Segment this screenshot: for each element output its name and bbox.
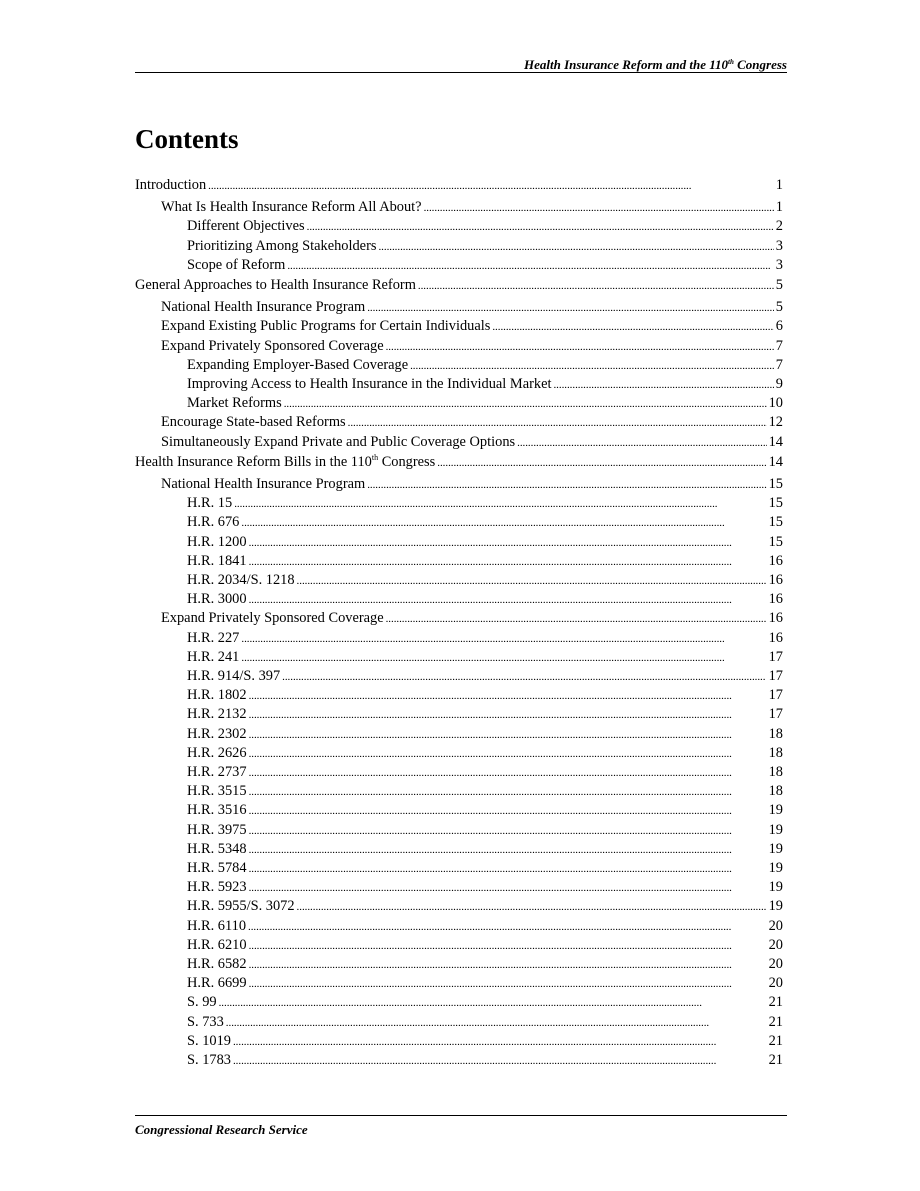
toc-entry-title: Prioritizing Among Stakeholders [187, 237, 377, 254]
toc-entry[interactable] [187, 513, 783, 532]
toc-entry-label [187, 725, 247, 744]
toc-page-number: 19 [768, 840, 783, 857]
dot-leader [249, 801, 767, 821]
toc-page-number: 21 [768, 1013, 783, 1030]
toc-page-number: 15 [768, 495, 783, 512]
toc-entry[interactable] [187, 744, 783, 763]
toc-page-number: 7 [775, 356, 783, 373]
dot-leader [249, 705, 767, 725]
toc-entry[interactable] [187, 840, 783, 859]
toc-entry-title: What Is Health Insurance Reform All About? [161, 199, 422, 216]
toc-page-number: 19 [768, 821, 783, 838]
toc-entry[interactable] [187, 629, 783, 648]
toc-entry[interactable] [187, 859, 783, 878]
dot-leader [249, 955, 767, 975]
toc-entry[interactable] [187, 1013, 783, 1032]
dot-leader [378, 237, 773, 257]
toc-entry-label [187, 763, 247, 782]
toc-entry[interactable] [187, 897, 783, 916]
toc-entry-title: H.R. 6110 [187, 917, 247, 934]
toc-entry[interactable] [187, 1051, 783, 1070]
toc-entry-title: S. 99 [187, 994, 217, 1011]
toc-entry-label [161, 433, 515, 452]
toc-entry[interactable] [135, 276, 783, 295]
toc-page-number: 19 [768, 879, 783, 896]
toc-entry-title: H.R. 2132 [187, 706, 247, 723]
toc-entry[interactable] [187, 667, 783, 686]
toc-entry-superscript: th [371, 452, 379, 462]
toc-page-number: 16 [768, 591, 783, 608]
toc-entry-title: H.R. 241 [187, 648, 240, 665]
toc-entry-label [187, 667, 280, 686]
toc-entry-title: H.R. 1802 [187, 687, 247, 704]
toc-entry[interactable] [187, 533, 783, 552]
header-text-end: Congress [733, 57, 787, 72]
toc-entry-label [187, 917, 246, 936]
toc-entry[interactable] [161, 413, 783, 432]
toc-entry-title: H.R. 676 [187, 514, 240, 531]
toc-page-number: 18 [768, 725, 783, 742]
toc-entry-label [135, 453, 435, 472]
toc-entry-title: H.R. 1200 [187, 533, 247, 550]
toc-page-number: 20 [768, 956, 783, 972]
dot-leader [297, 897, 767, 917]
toc-entry-label [187, 356, 408, 375]
toc-page-number: 18 [768, 783, 783, 800]
toc-entry-label [161, 475, 365, 494]
dot-leader [249, 725, 767, 745]
dot-leader [241, 648, 766, 668]
toc-entry[interactable] [187, 571, 783, 590]
toc-entry-label [187, 897, 295, 916]
toc-entry-label [187, 705, 247, 724]
toc-page-number: 21 [768, 1032, 783, 1049]
toc-page-number: 19 [768, 898, 783, 915]
toc-entry-title: National Health Insurance Program [161, 299, 366, 316]
dot-leader [241, 513, 766, 533]
toc-entry-label [187, 782, 247, 801]
toc-entry-label [161, 198, 422, 217]
toc-page-number: 14 [768, 433, 783, 450]
toc-entry[interactable] [161, 298, 783, 317]
dot-leader [424, 198, 774, 218]
toc-entry-title: H.R. 6210 [187, 936, 247, 953]
toc-page-number: 20 [768, 917, 783, 934]
toc-entry[interactable] [187, 917, 783, 936]
toc-page-number: 1 [775, 199, 783, 216]
dot-leader [437, 453, 766, 473]
toc-entry[interactable] [187, 217, 783, 236]
dot-leader [249, 782, 767, 802]
toc-entry-title: Encourage State-based Reforms [161, 414, 346, 431]
toc-entry-label [135, 276, 416, 295]
toc-entry[interactable] [187, 974, 783, 993]
dot-leader [249, 552, 767, 572]
dot-leader [348, 413, 767, 433]
dot-leader [517, 433, 766, 453]
toc-entry-title: Market Reforms [187, 395, 282, 412]
toc-page-number: 18 [768, 744, 783, 761]
toc-entry[interactable] [135, 176, 783, 195]
dot-leader [248, 917, 767, 937]
toc-entry[interactable] [187, 878, 783, 897]
toc-entry-title: Different Objectives [187, 218, 305, 235]
toc-page-number: 21 [768, 1052, 783, 1068]
dot-leader [386, 609, 767, 629]
toc-entry-label [187, 256, 285, 275]
toc-entry-title: Improving Access to Health Insurance in the Individual Market [187, 376, 552, 392]
toc-entry-label [187, 974, 247, 993]
toc-entry-label [187, 1032, 231, 1051]
page-title: Contents [135, 124, 239, 154]
dot-leader [284, 394, 767, 414]
dot-leader [307, 217, 774, 237]
toc-entry-label [187, 936, 247, 955]
toc-entry[interactable] [187, 237, 783, 256]
toc-entry[interactable] [187, 782, 783, 801]
toc-entry-title: H.R. 2737 [187, 764, 247, 780]
toc-page-number: 6 [775, 318, 783, 335]
toc-page-number: 16 [768, 572, 783, 588]
toc-page-number: 16 [768, 610, 783, 627]
toc-entry-label [187, 840, 247, 859]
toc-page-number: 1 [775, 177, 783, 193]
toc-entry[interactable] [161, 337, 783, 356]
toc-entry-label [187, 494, 232, 513]
dot-leader [297, 571, 767, 591]
toc-page-number: 17 [768, 668, 783, 684]
toc-page-number: 20 [768, 936, 783, 953]
dot-leader [249, 763, 767, 783]
toc-entry-label [161, 317, 490, 336]
toc-entry-title: H.R. 227 [187, 629, 240, 646]
toc-entry[interactable] [187, 686, 783, 705]
toc-entry-title: Introduction [135, 177, 207, 193]
toc-entry[interactable] [187, 356, 783, 375]
toc-entry[interactable] [187, 494, 783, 513]
toc-entry[interactable] [187, 821, 783, 840]
toc-entry-label [187, 513, 239, 532]
dot-leader [233, 1051, 767, 1071]
toc-entry-title: Expanding Employer-Based Coverage [187, 356, 409, 373]
toc-page-number: 20 [768, 975, 783, 992]
toc-entry[interactable] [187, 725, 783, 744]
toc-page-number: 16 [768, 629, 783, 646]
toc-entry-title: H.R. 3515 [187, 783, 247, 800]
toc-entry-title: H.R. 1841 [187, 552, 247, 569]
dot-leader [367, 298, 774, 318]
toc-page-number: 19 [768, 802, 783, 819]
dot-leader [249, 859, 767, 879]
toc-entry-label [187, 821, 247, 840]
toc-entry-label [187, 571, 295, 590]
toc-entry-title: National Health Insurance Program [161, 476, 366, 492]
toc-page-number: 5 [775, 277, 783, 293]
dot-leader [249, 533, 767, 553]
dot-leader [208, 176, 774, 196]
toc-entry-title: H.R. 5955/S. 3072 [187, 898, 295, 915]
toc-entry-title: H.R. 2626 [187, 744, 247, 761]
toc-page-number: 3 [775, 256, 783, 273]
toc-entry-label [161, 609, 384, 628]
dot-leader [249, 878, 767, 898]
toc-entry[interactable] [161, 433, 783, 452]
toc-entry-title: S. 1019 [187, 1032, 231, 1049]
toc-page-number: 12 [768, 414, 783, 431]
toc-entry-label [187, 744, 247, 763]
toc-entry-label [187, 237, 376, 256]
toc-entry[interactable] [187, 375, 783, 394]
toc-page-number: 18 [768, 764, 783, 780]
dot-leader [233, 1032, 767, 1052]
toc-entry-title: H.R. 5348 [187, 840, 247, 857]
toc-entry-title: Health Insurance Reform Bills in the 110 [135, 453, 372, 470]
toc-entry-title: H.R. 15 [187, 495, 233, 512]
toc-entry-title: H.R. 3516 [187, 802, 247, 819]
dot-leader [492, 317, 773, 337]
toc-page-number: 15 [768, 514, 783, 531]
toc-entry-label [187, 859, 247, 878]
dot-leader [241, 629, 766, 649]
toc-entry-title-end: Congress [378, 453, 436, 470]
toc-page-number: 7 [775, 337, 783, 354]
dot-leader [249, 974, 767, 994]
toc-entry-title: General Approaches to Health Insurance Reform [135, 277, 416, 293]
dot-leader [386, 337, 774, 357]
toc-entry-label [161, 413, 346, 432]
toc-entry-label [187, 993, 217, 1012]
toc-entry-label [187, 375, 551, 394]
running-header [135, 55, 787, 73]
toc-entry[interactable] [161, 475, 783, 494]
toc-page-number: 21 [768, 994, 783, 1011]
toc-entry-label [187, 1013, 224, 1032]
dot-leader [249, 590, 767, 610]
toc-entry-title: H.R. 914/S. 397 [187, 668, 281, 684]
dot-leader [234, 494, 766, 514]
dot-leader [367, 475, 766, 495]
toc-entry[interactable] [187, 936, 783, 955]
toc-page-number: 5 [775, 299, 783, 316]
toc-page-number: 15 [768, 533, 783, 550]
toc-entry-label [161, 337, 384, 356]
toc-entry[interactable] [187, 993, 783, 1012]
dot-leader [219, 993, 767, 1013]
toc-page-number: 17 [768, 687, 783, 704]
toc-entry-title: H.R. 5923 [187, 879, 247, 896]
header-superscript: th [728, 58, 734, 66]
toc-page-number: 16 [768, 552, 783, 569]
toc-entry[interactable] [161, 609, 783, 628]
toc-entry-label [187, 686, 247, 705]
toc-entry[interactable] [161, 198, 783, 217]
toc-entry-label [187, 1051, 231, 1070]
toc-entry-title: Simultaneously Expand Private and Public Coverage Options [161, 433, 516, 450]
toc-entry-label [187, 648, 239, 667]
toc-entry-title: H.R. 3000 [187, 591, 247, 608]
dot-leader [282, 667, 766, 687]
dot-leader [410, 356, 774, 376]
dot-leader [249, 936, 767, 956]
toc-entry-label [187, 590, 247, 609]
toc-entry-label [187, 955, 247, 974]
toc-entry[interactable] [187, 256, 783, 275]
toc-entry-label [135, 176, 206, 195]
toc-entry-title: H.R. 3975 [187, 821, 247, 838]
toc-entry[interactable] [187, 955, 783, 974]
dot-leader [226, 1013, 767, 1033]
toc-entry[interactable] [135, 453, 783, 472]
toc-entry-title: H.R. 5784 [187, 860, 247, 876]
toc-entry-title: H.R. 6699 [187, 975, 247, 992]
toc-entry-title: Scope of Reform [187, 256, 286, 273]
toc-entry-label [187, 394, 282, 413]
toc-entry-label [187, 878, 247, 897]
toc-entry-label [187, 629, 239, 648]
toc-entry[interactable] [187, 705, 783, 724]
toc-entry[interactable] [187, 1032, 783, 1051]
toc-entry-title: Expand Privately Sponsored Coverage [161, 337, 384, 354]
toc-page-number: 9 [775, 376, 783, 392]
toc-entry-label [187, 217, 305, 236]
toc-entry-title: H.R. 2302 [187, 725, 247, 742]
toc-entry-title: Expand Existing Public Programs for Certain Individuals [161, 318, 491, 335]
toc-entry[interactable] [187, 648, 783, 667]
running-footer: Congressional Research Service [135, 1115, 787, 1138]
toc-entry[interactable] [187, 394, 783, 413]
toc-entry-label [161, 298, 365, 317]
dot-leader [249, 686, 767, 706]
header-text: Health Insurance Reform and the 110 [523, 57, 729, 72]
toc-page-number: 10 [768, 395, 783, 412]
toc-entry-title: S. 733 [187, 1013, 224, 1030]
toc-entry[interactable] [161, 317, 783, 336]
toc-page-number: 17 [768, 706, 783, 723]
toc-entry[interactable] [187, 552, 783, 571]
toc-page-number: 14 [768, 453, 783, 470]
dot-leader [249, 821, 767, 841]
toc-entry[interactable] [187, 801, 783, 820]
toc-page-number: 17 [768, 648, 783, 665]
dot-leader [418, 276, 774, 296]
toc-entry-label [187, 552, 247, 571]
dot-leader [249, 840, 767, 860]
toc-page-number: 2 [775, 218, 783, 235]
toc-entry-label [187, 801, 247, 820]
toc-page-number: 3 [775, 237, 783, 254]
toc-page-number: 19 [768, 860, 783, 876]
toc-entry-title: H.R. 2034/S. 1218 [187, 572, 295, 588]
toc-page-number: 15 [768, 476, 783, 492]
toc-entry[interactable] [187, 590, 783, 609]
toc-entry-title: S. 1783 [187, 1052, 231, 1068]
dot-leader [249, 744, 767, 764]
dot-leader [287, 256, 773, 276]
toc-entry-label [187, 533, 247, 552]
toc-entry[interactable] [187, 763, 783, 782]
dot-leader [553, 375, 773, 395]
toc-entry-title: Expand Privately Sponsored Coverage [161, 610, 384, 627]
toc-entry-title: H.R. 6582 [187, 956, 247, 972]
